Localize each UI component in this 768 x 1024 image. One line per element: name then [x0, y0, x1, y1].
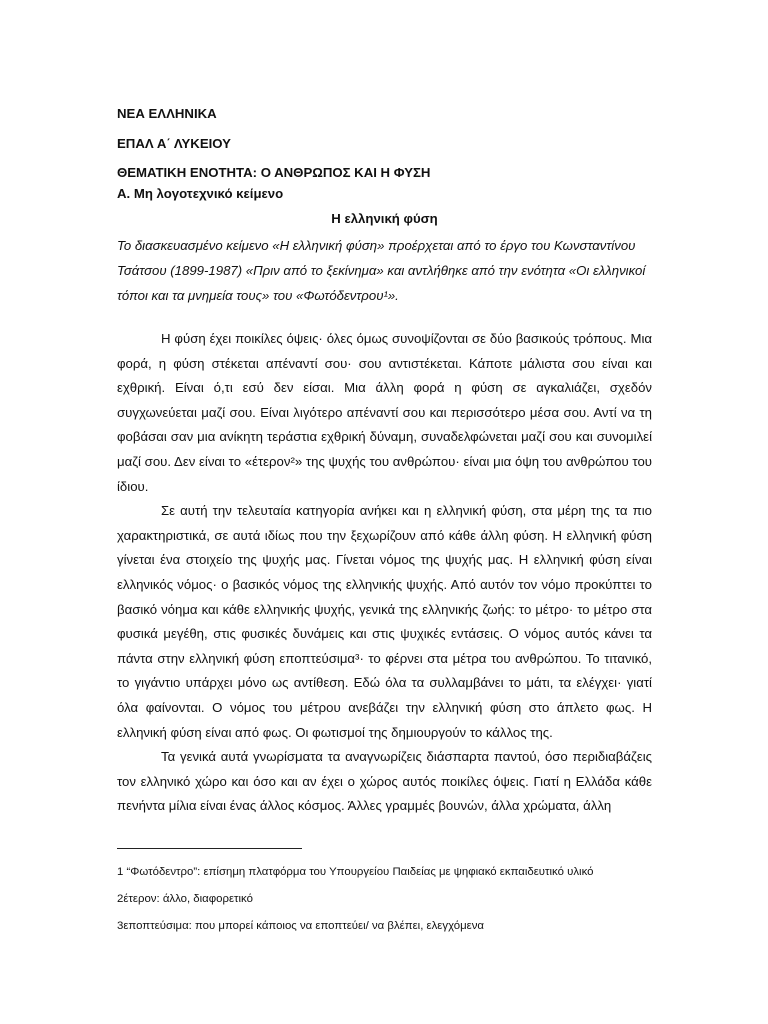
text-title: Η ελληνική φύση — [331, 211, 438, 226]
paragraph: Σε αυτή την τελευταία κατηγορία ανήκει και η ελληνική φύση, στα μέρη της τα πιο χαρακτηριστικά, σε αυτά ιδίως που την ξεχωρίζουν από κάθε άλλη φύση. Η ελληνική φύση γίνεται ένα στοιχείο της ψυχής μας. Γίνεται νόμος της ψυχής μας. Η ελληνική φύση είναι ελληνικός νόμος· ο βασικός νόμος της ελληνικής ψυχής. Από αυτόν τον νόμο προκύπτει το βασικό νόημα και κάθε ελληνικής ψυχής, γενικά της ελληνικής ζωής: το μέτρο· το μέτρο στα φυσικά μεγέθη, στις φυσικές δυνάμεις και στις ψυχικές εντάσεις. Ο νόμος αυτός κάνει τα πάντα στην ελληνική φύση εποπτεύσιμα³· το φέρνει στα μέτρα του ανθρώπου. Το τιτανικό, το γιγάντιο υπάρχει μόνο ως αντίθεση. Εδώ όλα τα συλλαμβάνει το μάτι, τα ελέγχει· γιατί όλα φαίνονται. Ο νόμος του μέτρου ανεβάζει την ελληνική φύση στο άπλετο φως. Η ελληνική φύση είναι από φως. Οι φωτισμοί της δημιουργούν το κάλλος της. — [117, 503, 652, 740]
paragraph: Η φύση έχει ποικίλες όψεις· όλες όμως συνοψίζονται σε δύο βασικούς τρόπους. Μια φορά, η φύση στέκεται απέναντί σου· σου αντιστέκεται. Κάποτε μάλιστα σου είναι και εχθρική. Είναι ό,τι εσύ δεν είσαι. Μια άλλη φορά η φύση σε αγκαλιάζει, σχεδόν συγχωνεύεται μαζί σου. Είναι λιγότερο απέναντί σου και περισσότερο μέσα σου. Αντί να τη φοβάσαι σαν μια ανίκητη τεράστια εχθρική δύναμη, συναδελφώνεται μαζί σου και συνομιλεί μαζί σου. Δεν είναι το «έτερον²» της ψυχής του ανθρώπου· είναι μια όψη του ανθρώπου του ίδιου. — [117, 331, 652, 494]
subject-heading: ΝΕΑ ΕΛΛΗΝΙΚΑ — [117, 106, 217, 121]
intro-text: Το διασκευασμένο κείμενο «Η ελληνική φύση» προέρχεται από το έργο του Κωνσταντίνου Τσάτσου (1899-1987) «Πριν από το ξεκίνημα» και αντλήθηκε από την ενότητα «Οι ελληνικοί τόποι και τα μνημεία τους» του «Φωτόδεντρου¹». — [117, 238, 646, 303]
class-heading: ΕΠΑΛ Α΄ ΛΥΚΕΙΟΥ — [117, 136, 231, 151]
footnote-1: 1 “Φωτόδεντρο”: επίσημη πλατφόρμα του Υπουργείου Παιδείας με ψηφιακό εκπαιδευτικό υλικό — [117, 866, 594, 878]
paragraph: Τα γενικά αυτά γνωρίσματα τα αναγνωρίζεις διάσπαρτα παντού, όσο περιδιαβάζεις τον ελληνικό χώρο και όσο και αν έχει ο χώρος αυτός ποικίλες όψεις. Γιατί η Ελλάδα κάθε πενήντα μίλια είναι ένας άλλος κόσμος. Άλλες γραμμές βουνών, άλλα χρώματα, άλλη — [117, 749, 652, 814]
footnote-divider — [117, 848, 302, 849]
footnote-2: 2έτερον: άλλο, διαφορετικό — [117, 893, 253, 905]
unit-heading: ΘΕΜΑΤΙΚΗ ΕΝΟΤΗΤΑ: Ο ΑΝΘΡΩΠΟΣ ΚΑΙ Η ΦΥΣΗ — [117, 165, 431, 180]
footnote-3: 3εποπτεύσιμα: που μπορεί κάποιος να εποπτεύει/ να βλέπει, ελεγχόμενα — [117, 920, 484, 932]
section-label: Α. Μη λογοτεχνικό κείμενο — [117, 186, 284, 201]
body-text — [117, 327, 652, 819]
